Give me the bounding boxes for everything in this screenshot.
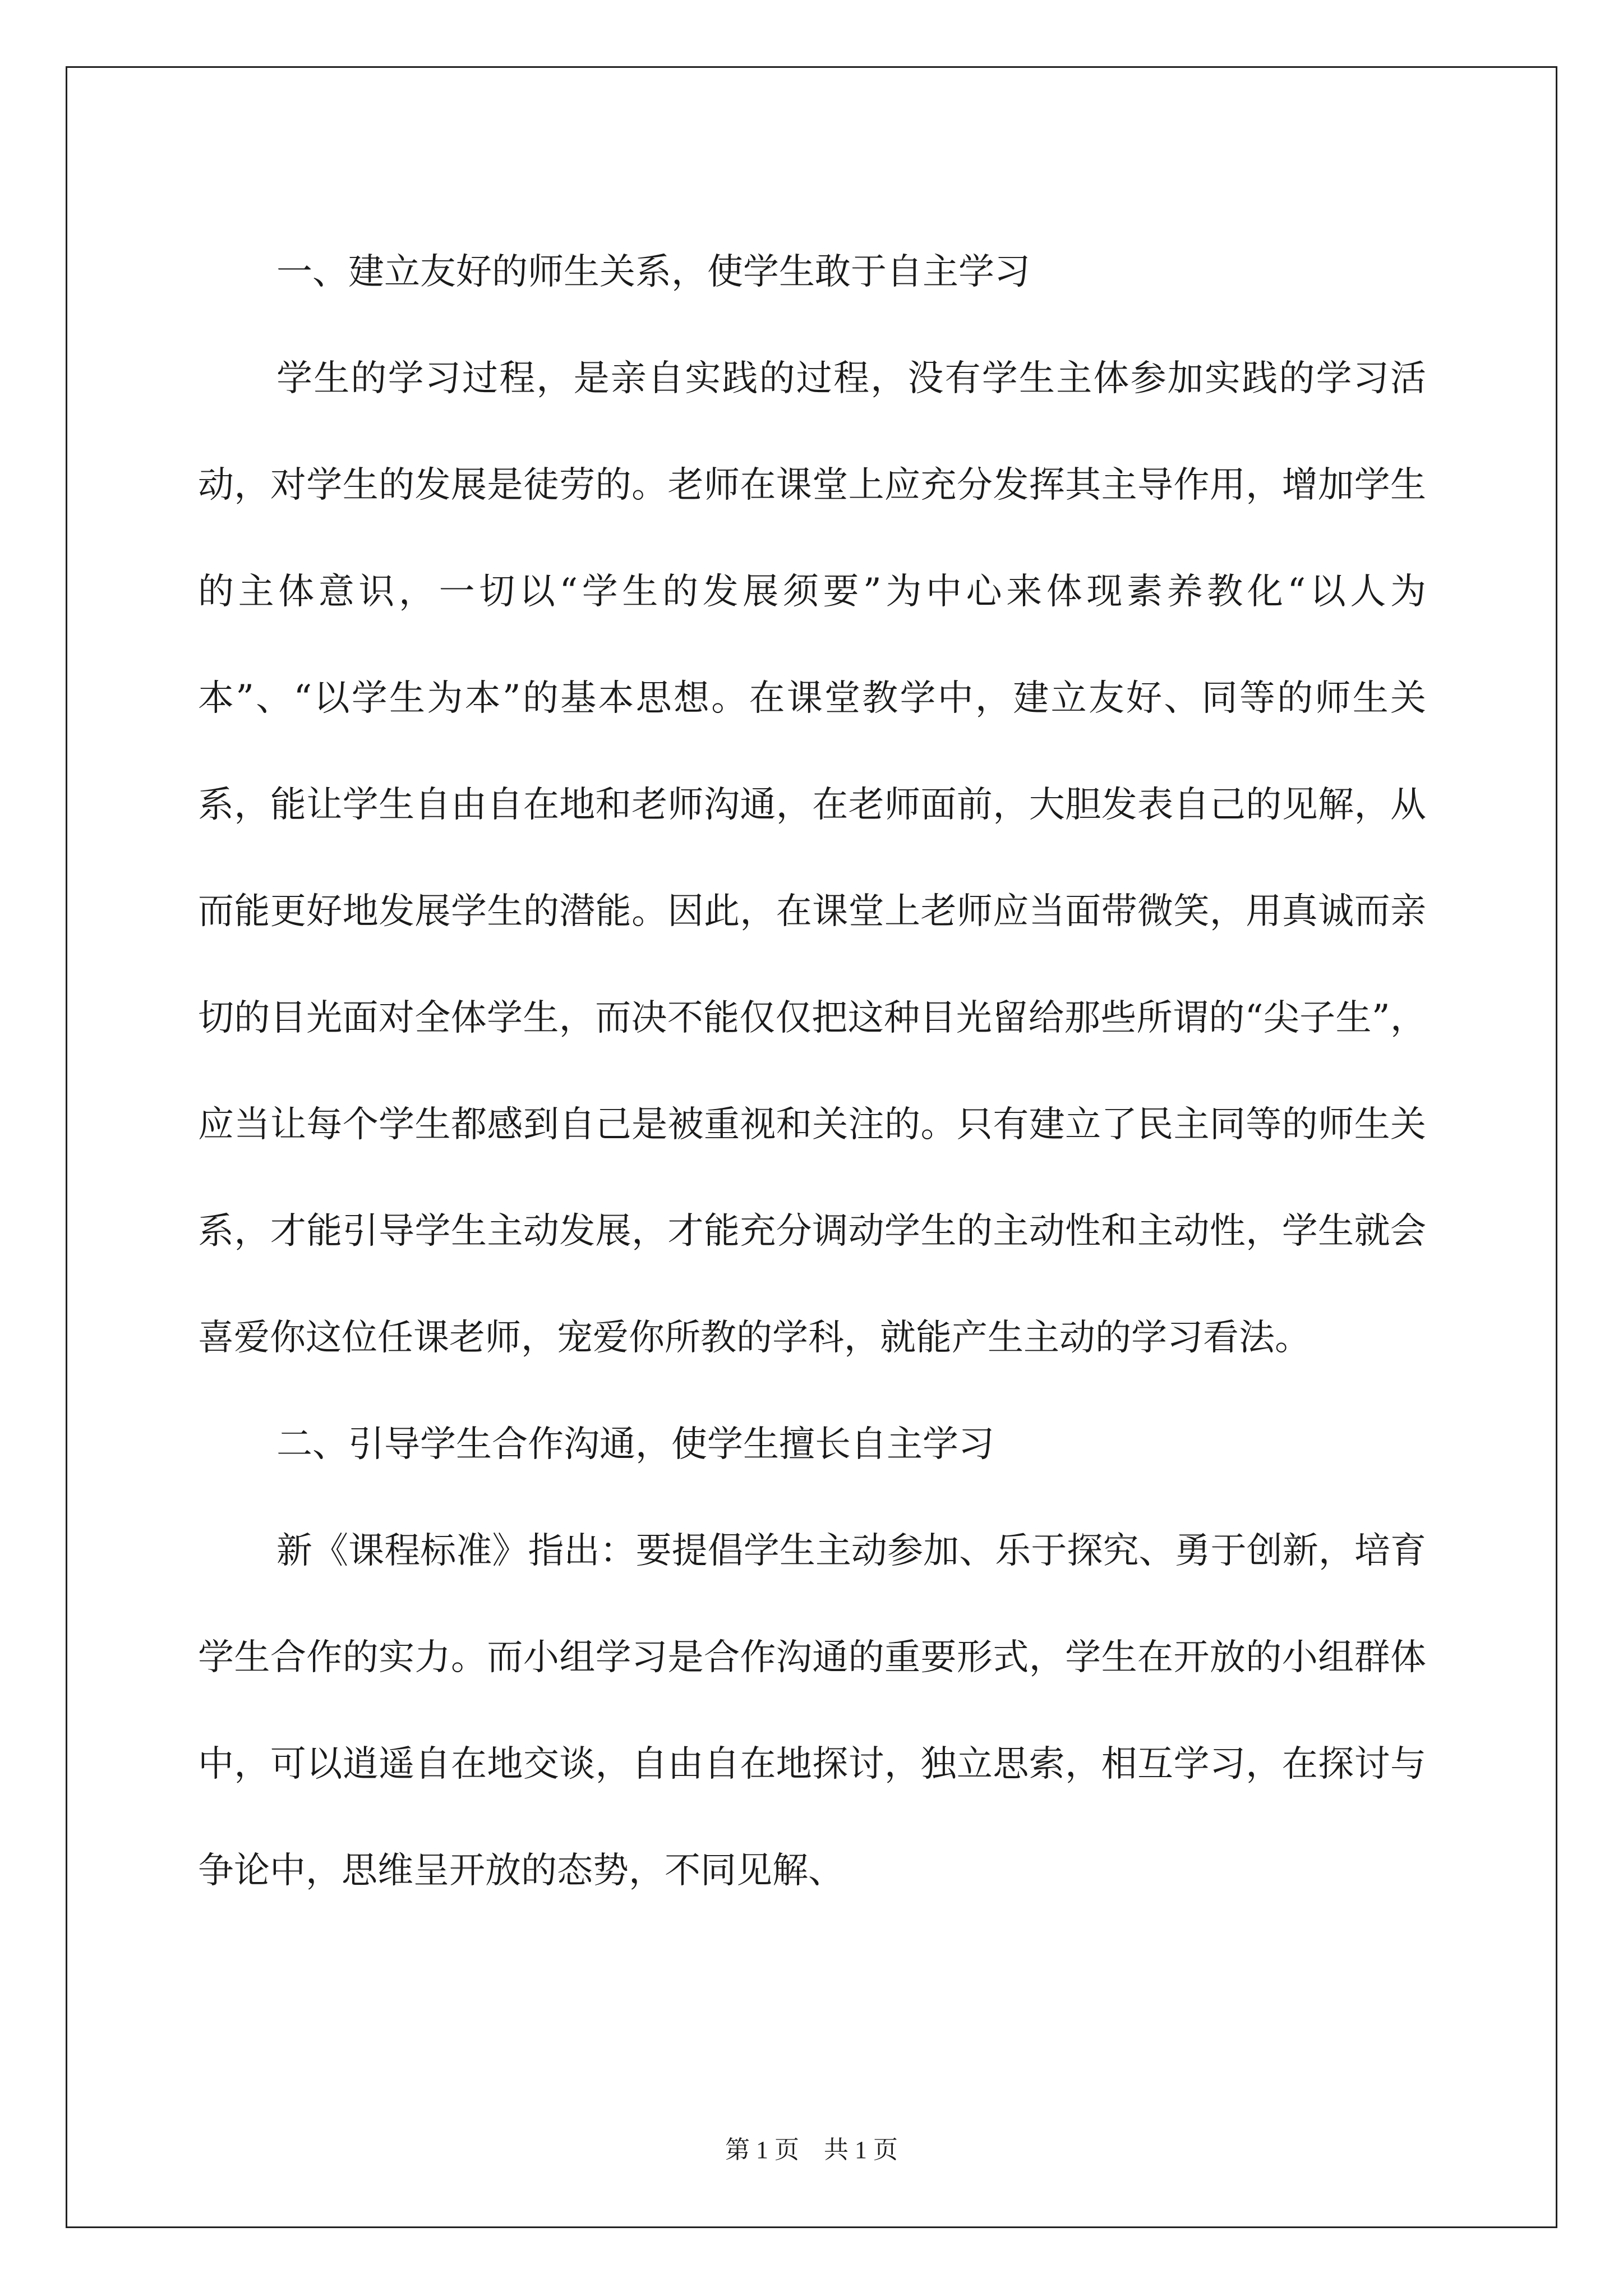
section-paragraph-2: 新《课程标准》指出：要提倡学生主动参加、乐于探究、勇于创新，培育学生合作的实力。而小组学习是合作沟通的重要形式，学生在开放的小组群体中，可以逍遥自在地交谈，自由自在地探讨，独立思索，相互学习，在探讨与争论中，思维呈开放的态势，不同见解、 [198, 1530, 1426, 1892]
section-heading-1: 一、建立友好的师生关系，使学生敢于自主学习 [276, 251, 1030, 293]
section-paragraph-1: 学生的学习过程，是亲自实践的过程，没有学生主体参加实践的学习活动，对学生的发展是徒劳的。老师在课堂上应充分发挥其主导作用，增加学生的主体意识，一切以“学生的发展须要”为中心来体现素养教化“以人为本”、“以学生为本”的基本思想。在课堂教学中，建立友好、同等的师生关系，能让学生自由自在地和老师沟通，在老师面前，大胆发表自己的见解，从而能更好地发展学生的潜能。因此，在课堂上老师应当面带微笑，用真诚而亲切的目光面对全体学生，而决不能仅仅把这种目光留给那些所谓的“尖子生”，应当让每个学生都感到自己是被重视和关注的。只有建立了民主同等的师生关系，才能引导学生主动发展，才能充分调动学生的主动性和主动性，学生就会喜爱你这位任课老师，宠爱你所教的学科，就能产生主动的学习看法。 [198, 358, 1426, 1359]
document-body [198, 219, 1426, 1924]
page-number-footer: 第 1 页 共 1 页 [725, 2136, 898, 2164]
section-heading-2: 二、引导学生合作沟通，使学生擅长自主学习 [276, 1424, 994, 1465]
